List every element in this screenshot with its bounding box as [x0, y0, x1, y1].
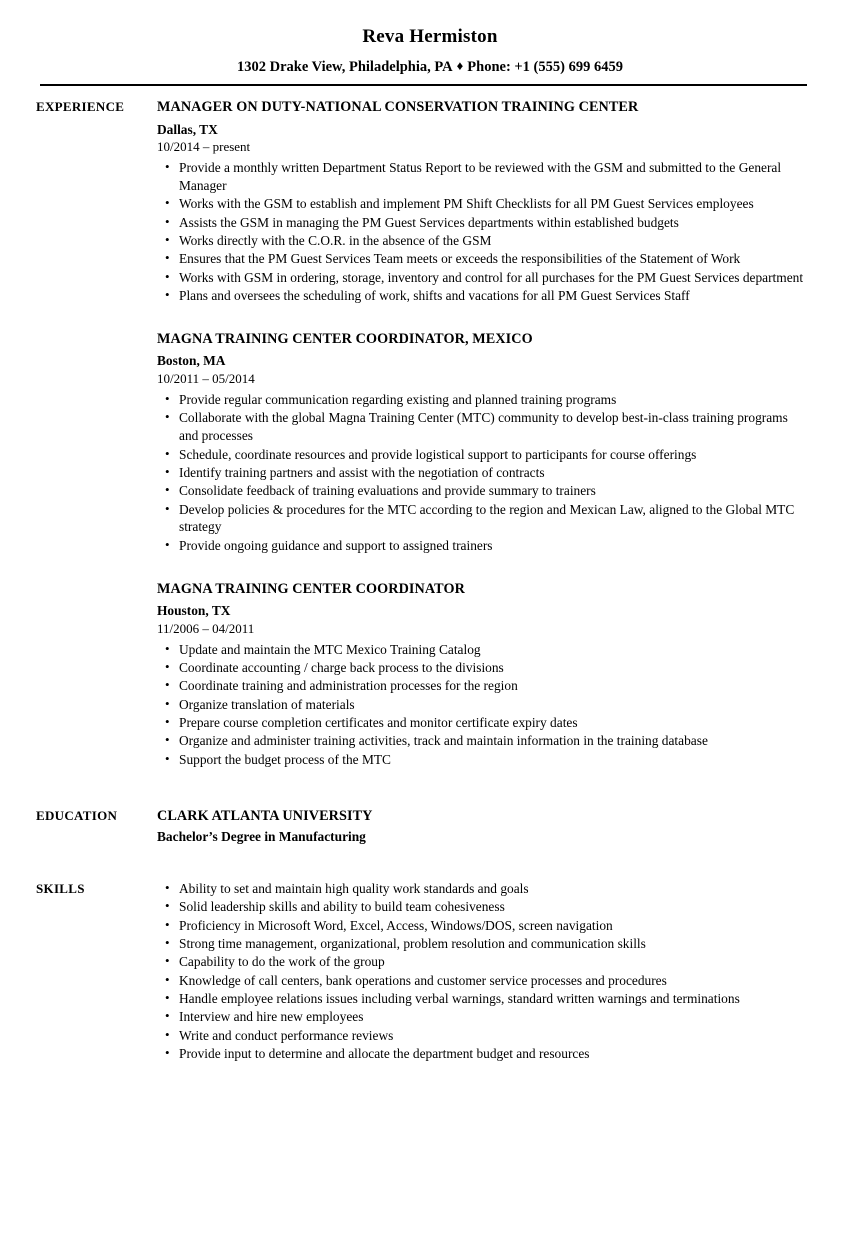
experience-entry [157, 580, 805, 769]
list-item: • Assists the GSM in managing the PM Guest Services departments within established budgets [157, 214, 805, 232]
header-divider [40, 84, 807, 86]
list-item: • Organize and administer training activities, track and maintain information in the training database [157, 732, 805, 750]
education-body [157, 807, 805, 846]
section-label-education: EDUCATION [36, 807, 118, 823]
list-item: • Provide input to determine and allocate the department budget and resources [157, 1045, 805, 1063]
job-dates: 11/2006 – 04/2011 [157, 620, 255, 636]
resume-header [0, 0, 860, 86]
job-title: MANAGER ON DUTY-NATIONAL CONSERVATION TRAINING CENTER [157, 99, 639, 116]
list-item: • Coordinate accounting / charge back process to the divisions [157, 659, 805, 677]
job-responsibility-list [157, 159, 805, 305]
job-location: Dallas, TX [157, 121, 218, 137]
education-degree: Bachelor’s Degree in Manufacturing [157, 829, 366, 845]
list-item: • Interview and hire new employees [157, 1008, 805, 1026]
skills-section [0, 880, 860, 1063]
list-item: • Provide regular communication regarding existing and planned training programs [157, 391, 805, 409]
job-responsibility-list [157, 391, 805, 554]
experience-entry [157, 98, 805, 305]
candidate-phone: Phone: +1 (555) 699 6459 [467, 58, 623, 75]
skills-list [157, 880, 805, 1063]
list-item: • Ability to set and maintain high quality work standards and goals [157, 880, 805, 898]
list-item: • Works with GSM in ordering, storage, inventory and control for all purchases for the PM Guest Services department [157, 269, 805, 287]
list-item: • Knowledge of call centers, bank operations and customer service processes and procedures [157, 972, 805, 990]
list-item: • Works directly with the C.O.R. in the absence of the GSM [157, 232, 805, 250]
list-item: • Schedule, coordinate resources and provide logistical support to participants for course offerings [157, 446, 805, 464]
list-item: • Write and conduct performance reviews [157, 1027, 805, 1045]
list-item: • Provide a monthly written Department Status Report to be reviewed with the GSM and submitted to the General Manager [157, 159, 805, 195]
list-item: • Ensures that the PM Guest Services Team meets or exceeds the responsibilities of the Statement of Work [157, 250, 805, 268]
list-item: • Consolidate feedback of training evaluations and provide summary to trainers [157, 482, 805, 500]
job-location: Boston, MA [157, 353, 226, 369]
list-item: • Proficiency in Microsoft Word, Excel, Access, Windows/DOS, screen navigation [157, 917, 805, 935]
job-title: MAGNA TRAINING CENTER COORDINATOR [157, 580, 465, 597]
list-item: • Coordinate training and administration processes for the region [157, 677, 805, 695]
list-item: • Support the budget process of the MTC [157, 751, 805, 769]
list-item: • Capability to do the work of the group [157, 953, 805, 971]
experience-body [157, 98, 805, 769]
section-label-skills: SKILLS [36, 881, 85, 897]
job-location: Houston, TX [157, 602, 231, 618]
list-item: • Solid leadership skills and ability to build team cohesiveness [157, 898, 805, 916]
list-item: • Collaborate with the global Magna Training Center (MTC) community to develop best-in-class training programs and processes [157, 409, 805, 445]
job-title: MAGNA TRAINING CENTER COORDINATOR, MEXICO [157, 330, 533, 347]
job-responsibility-list [157, 641, 805, 769]
list-item: • Update and maintain the MTC Mexico Training Catalog [157, 641, 805, 659]
list-item: • Strong time management, organizational, problem resolution and communication skills [157, 935, 805, 953]
job-dates: 10/2011 – 05/2014 [157, 371, 255, 387]
list-item: • Plans and oversees the scheduling of work, shifts and vacations for all PM Guest Services Staff [157, 287, 805, 305]
list-item: • Handle employee relations issues including verbal warnings, standard written warnings and terminations [157, 990, 805, 1008]
candidate-name: Reva Hermiston [362, 26, 498, 47]
contact-line [0, 59, 860, 76]
skills-body [157, 880, 805, 1063]
list-item: • Provide ongoing guidance and support to assigned trainers [157, 537, 805, 555]
candidate-address: 1302 Drake View, Philadelphia, PA [237, 58, 453, 75]
education-school: CLARK ATLANTA UNIVERSITY [157, 807, 373, 824]
list-item: • Identify training partners and assist with the negotiation of contracts [157, 464, 805, 482]
job-dates: 10/2014 – present [157, 139, 251, 155]
section-label-experience: EXPERIENCE [36, 99, 125, 115]
experience-entry [157, 330, 805, 555]
education-section [0, 807, 860, 846]
list-item: • Prepare course completion certificates and monitor certificate expiry dates [157, 714, 805, 732]
diamond-separator-icon: ♦ [456, 57, 464, 73]
list-item: • Organize translation of materials [157, 696, 805, 714]
experience-section [0, 98, 860, 769]
list-item: • Works with the GSM to establish and implement PM Shift Checklists for all PM Guest Services employees [157, 195, 805, 213]
list-item: • Develop policies & procedures for the MTC according to the region and Mexican Law, aligned to the Global MTC strategy [157, 501, 805, 537]
